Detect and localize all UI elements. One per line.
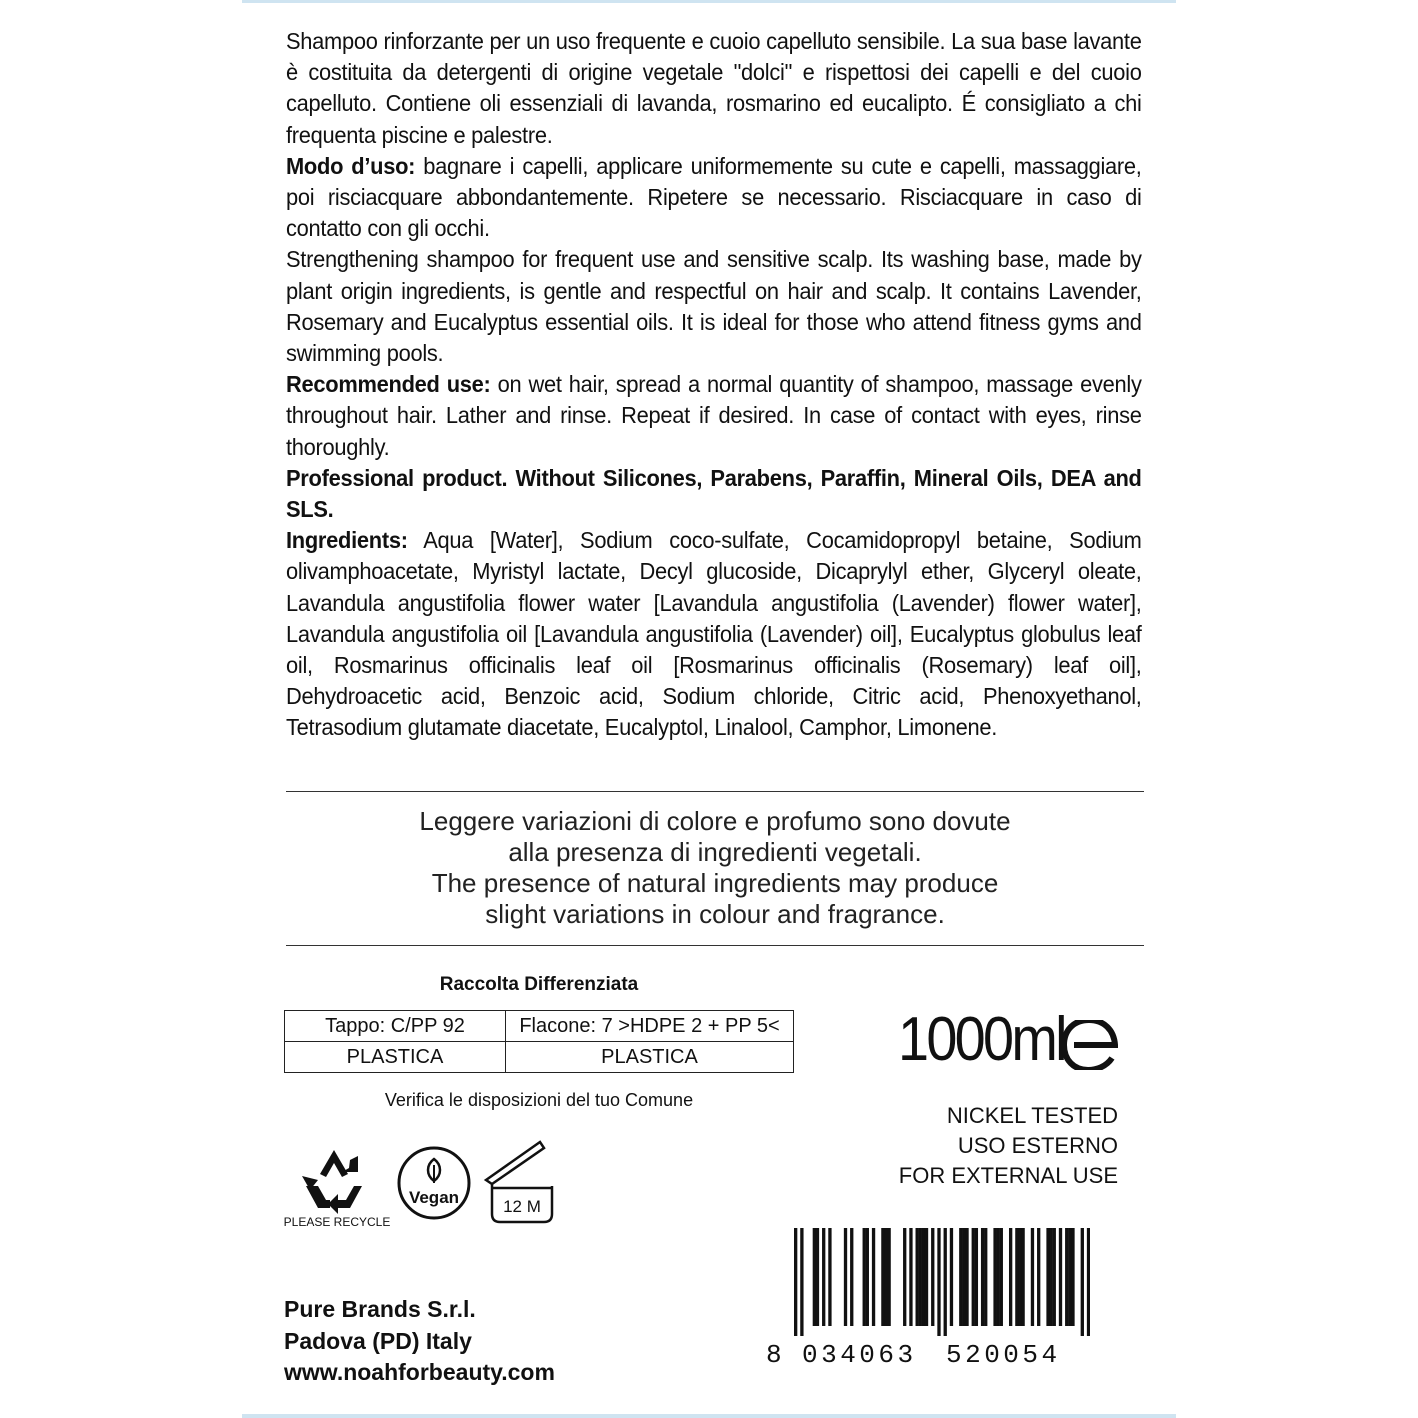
barcode-bar [962,1228,965,1326]
open-jar-icon [482,1140,554,1224]
barcode-bar [1081,1228,1084,1336]
barcode-bar [1065,1228,1068,1326]
vegan-label: Vegan [408,1188,460,1207]
external-use-it-text: USO ESTERNO [957,1133,1118,1158]
barcode-bar [975,1228,978,1326]
barcode-bar [1046,1228,1049,1326]
ingredients-label: Ingredients: [286,527,408,554]
barcode-bar [881,1228,884,1326]
barcode-bar [884,1228,887,1326]
barcode-bar [993,1228,996,1326]
barcode-bar [816,1228,819,1326]
natural-ingredients-notice [286,806,1144,930]
barcode-bar [944,1228,947,1336]
table-row [285,1011,794,1042]
barcode-bar [1059,1228,1062,1326]
recycling-table [284,1010,794,1073]
company-website[interactable]: www.noahforbeauty.com [284,1359,555,1385]
barcode-bar [903,1228,906,1326]
recycle-icon [298,1146,370,1214]
external-use-en-text: FOR EXTERNAL USE [898,1163,1118,1188]
barcode-bar [1000,1228,1003,1326]
description-it-usage [286,151,1142,245]
barcode-bar [794,1228,797,1336]
usage-label-en: Recommended use: [286,371,491,398]
bottle-material-cell: PLASTICA [506,1042,794,1073]
usage-label-it: Modo d’uso: [286,152,416,179]
barcode-bar [950,1228,953,1326]
estimated-sign-icon [1062,1020,1118,1070]
barcode-bar [813,1228,816,1326]
barcode-bar [1087,1228,1090,1336]
barcode-bar [919,1228,922,1326]
bottom-edge-band [242,1414,1176,1418]
barcode-bar [1037,1228,1040,1326]
barcode-bar [822,1228,825,1326]
barcode-bar [916,1228,919,1326]
bottle-label-cell: Flacone: 7 >HDPE 2 + PP 5< [506,1011,794,1042]
nickel-tested-text: NICKEL TESTED [946,1103,1118,1128]
notice-line: slight variations in colour and fragrance. [485,899,945,929]
barcode-bar [925,1228,928,1326]
barcode-bar [1009,1228,1012,1326]
divider-top [286,791,1144,792]
barcode-bar [828,1228,831,1326]
vegan-icon [396,1145,472,1221]
description-en-intro: Strengthening shampoo for frequent use and sensitive scalp. Its washing base, made by plant origin ingredients, is gentle and respectful on hair and scalp. It contains Lavender, Rosemary and Eucalyptus essential oils. It is ideal for those who attend fitness gyms and swimming pools. [286,246,1142,367]
barcode-bar [844,1228,847,1326]
barcode-bar [922,1228,925,1326]
ingredients-list [286,525,1142,743]
barcode-bar [1018,1228,1021,1326]
barcode-bar [959,1228,962,1326]
barcode-bar [850,1228,853,1326]
barcode-bar [1015,1228,1018,1326]
barcode-bar [981,1228,984,1326]
cap-label-cell: Tappo: C/PP 92 [285,1011,506,1042]
pao-label: 12 M [503,1197,541,1216]
professional-statement: Professional product. Without Silicones, Parabens, Paraffin, Mineral Oils, DEA and SLS. [286,464,1142,523]
recycling-title: Raccolta Differenziata [439,974,639,995]
barcode-bar [887,1228,890,1326]
barcode-bar [972,1228,975,1326]
barcode-right-group: 520054 [946,1340,1061,1370]
barcode-bar [997,1228,1000,1326]
cap-material-cell: PLASTICA [285,1042,506,1073]
divider-bottom [286,945,1144,946]
barcode-bar [931,1228,934,1326]
barcode-left-group: 034063 [802,1340,917,1370]
table-row [285,1042,794,1073]
barcode-bar [872,1228,875,1326]
barcode-bar [1071,1228,1074,1326]
barcode-bar [1021,1228,1024,1326]
recycle-label: PLEASE RECYCLE [283,1215,391,1229]
barcode-bar [866,1228,869,1326]
top-edge-band [242,0,1176,3]
barcode-bar [863,1228,866,1326]
company-city: Padova (PD) Italy [284,1327,472,1354]
barcode-bar [909,1228,912,1326]
ingredients-text: Aqua [Water], Sodium coco-sulfate, Cocamidopropyl betaine, Sodium olivamphoacetate, Myristyl lactate, Decyl glucoside, Dicaprylyl ether, Glyceryl oleate, Lavandula angustifolia flower water [Lavandula angustifolia (Lavender) flower water], Lavandula angustifolia oil [Lavandula angustifolia (Lavender) oil], Eucalyptus globulus leaf oil, Rosmarinus officinalis leaf oil [Rosmarinus officinalis (Rosemary) leaf oil], Dehydroacetic acid, Benzoic acid, Sodium chloride, Citric acid, Phenoxyethanol, Tetrasodium glutamate diacetate, Eucalyptol, Linalool, Camphor, Limonene. [286,527,1142,741]
company-name: Pure Brands S.r.l. [284,1296,476,1322]
barcode-bar [1049,1228,1052,1326]
product-description [286,26,1142,744]
test-claims [899,1101,1118,1191]
recycling-note: Verifica le disposizioni del tuo Comune [384,1090,694,1110]
barcode-bar [937,1228,940,1336]
notice-line: Leggere variazioni di colore e profumo sono dovute [419,806,1011,836]
company-info [284,1294,555,1389]
description-en-usage [286,369,1142,463]
product-volume: 1000ml [898,1005,1065,1074]
barcode-bar [1053,1228,1056,1326]
barcode-bar [800,1228,803,1336]
barcode-bar [1031,1228,1034,1326]
barcode [794,1228,1090,1336]
notice-line: alla presenza di ingredienti vegetali. [508,837,922,867]
barcode-bar [965,1228,968,1326]
description-it-intro: Shampoo rinforzante per un uso frequente e cuoio capelluto sensibile. La sua base lavante è costituita da detergenti di origine vegetale "dolci" e rispettosi dei capelli e del cuoio capelluto. Contiene oli essenziali di lavanda, rosmarino ed eucalipto. É consigliato a chi frequenta piscine e palestre. [286,28,1142,148]
barcode-bar [1068,1228,1071,1326]
usage-text-en: on wet hair, spread a normal quantity of shampoo, massage evenly throughout hair. Lather and rinse. Repeat if desired. In case of contact with eyes, rinse thoroughly. [286,371,1142,460]
notice-line: The presence of natural ingredients may produce [431,868,999,898]
barcode-bar [984,1228,987,1326]
usage-text-it: bagnare i capelli, applicare uniformemente su cute e capelli, massaggiare, poi risciacquare abbondantemente. Ripetere se necessario. Risciacquare in caso di contatto con gli occhi. [286,152,1142,242]
barcode-first-digit: 8 [766,1340,782,1370]
